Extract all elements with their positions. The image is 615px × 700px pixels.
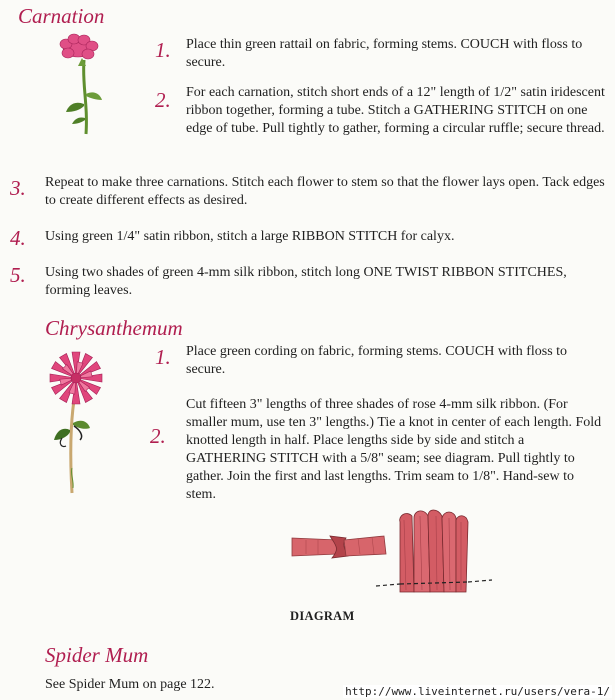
carnation-leaf-3	[72, 117, 85, 124]
chrysanthemum-bloom	[50, 352, 102, 404]
carnation-step-1-text: Place thin green rattail on fabric, forming stems. COUCH with floss to secure.	[186, 37, 583, 70]
knotted-ribbon-length	[292, 536, 386, 558]
carnation-leaf	[66, 103, 84, 112]
carnation-stem	[84, 60, 87, 134]
spider-mum-text: See Spider Mum on page 122.	[45, 677, 215, 692]
watermark-url[interactable]: http://www.liveinternet.ru/users/vera-1/	[345, 685, 610, 698]
gathered-ribbon-bundle	[400, 510, 468, 592]
carnation-step-1-number: 1.	[155, 38, 171, 62]
carnation-step-3-text: Repeat to make three carnations. Stitch each flower to stem so that the flower lays open. Tack edges to create different effects as desired.	[45, 175, 605, 208]
chrysanthemum-step-1-number: 1.	[155, 345, 171, 369]
chrysanthemum-illustration	[40, 348, 120, 498]
carnation-step-4-number: 4.	[10, 226, 26, 250]
carnation-bloom	[60, 34, 98, 59]
carnation-step-5-number: 5.	[10, 263, 26, 287]
carnation-step-5-text: Using two shades of green 4-mm silk ribbon, stitch long ONE TWIST RIBBON STITCHES, forming leaves.	[45, 265, 567, 298]
carnation-step-2-text: For each carnation, stitch short ends of a 12" length of 1/2" satin iridescent ribbon together, forming a tube. Stitch a GATHERING STITCH on one edge of tube. Pull tightly to gather, forming a circular ruffle; secure thread.	[186, 85, 605, 136]
carnation-leaf-2	[86, 92, 102, 100]
chrysanthemum-step-2-number: 2.	[150, 424, 166, 448]
carnation-step-2-number: 2.	[155, 88, 171, 112]
diagram-caption: DIAGRAM	[290, 609, 355, 623]
section-title-spider-mum: Spider Mum	[45, 643, 149, 667]
chrysanthemum-step-2-text: Cut fifteen 3" lengths of three shades of rose 4-mm silk ribbon. (For smaller mum, use ten 3" lengths.) Tie a knot in center of each length. Fold knotted length in half. Place lengths side by side and stitch a GATHERING STITCH with a 5/8" seam; see diagram. Pull tightly to gather. Join the first and last lengths. Trim seam to 1/8". Hand-sew to stem.	[186, 397, 602, 502]
section-title-carnation: Carnation	[18, 4, 105, 28]
carnation-step-3-number: 3.	[10, 176, 26, 200]
carnation-step-4-text: Using green 1/4" satin ribbon, stitch a large RIBBON STITCH for calyx.	[45, 229, 455, 244]
chrysanthemum-step-1-text: Place green cording on fabric, forming stems. COUCH with floss to secure.	[186, 344, 568, 377]
section-title-chrysanthemum: Chrysanthemum	[45, 316, 183, 340]
gathering-diagram	[288, 506, 498, 598]
carnation-illustration	[48, 34, 118, 139]
